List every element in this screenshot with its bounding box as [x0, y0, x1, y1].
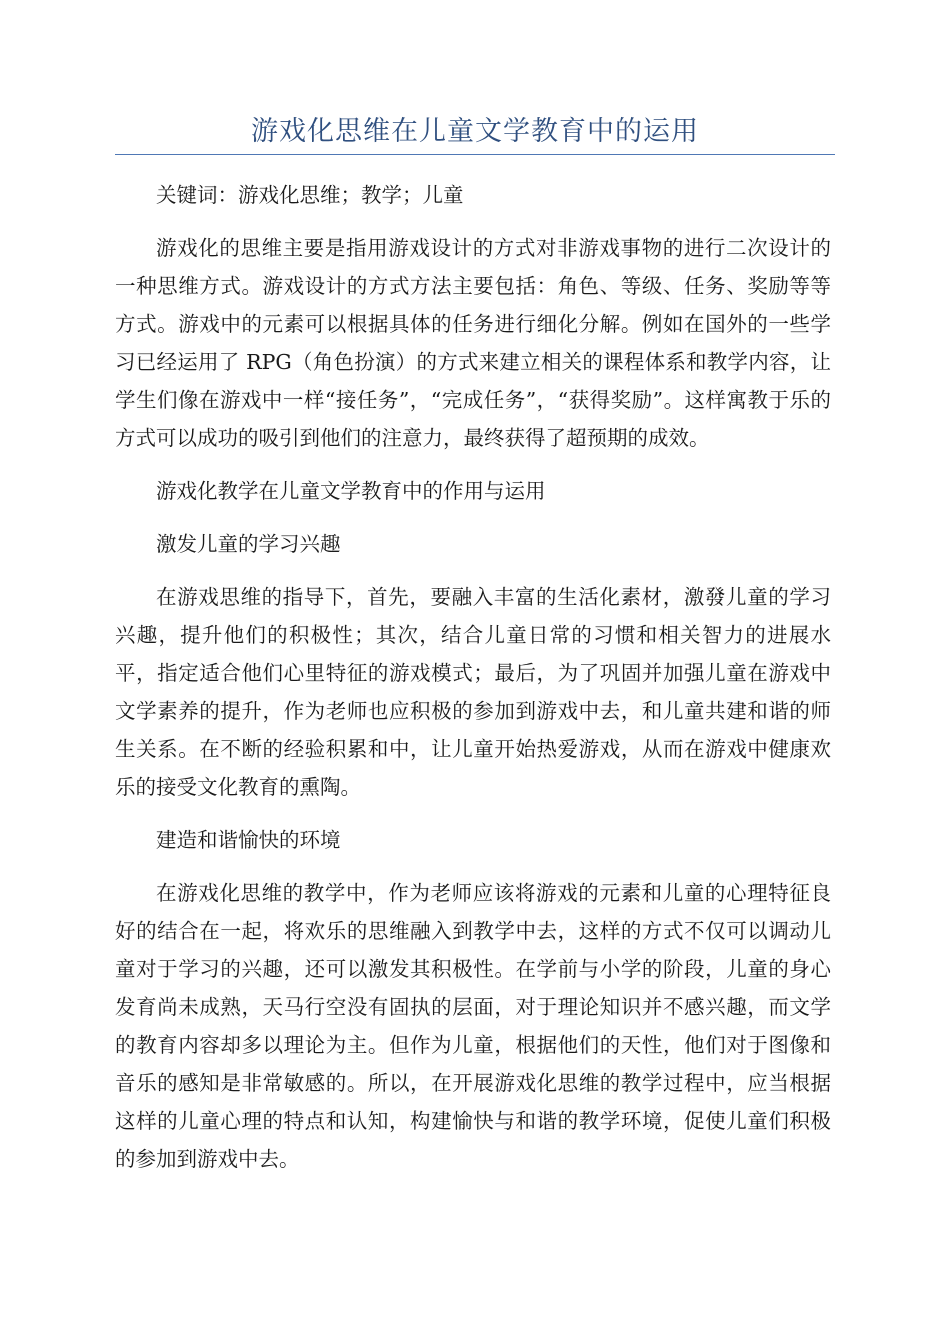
keywords-line: 关键词：游戏化思维；教学；儿童 [156, 183, 464, 207]
title-underline [115, 154, 835, 155]
subheading-interest: 激发儿童的学习兴趣 [156, 532, 341, 556]
paragraph-intro: 游戏化的思维主要是指用游戏设计的方式对非游戏事物的进行二次设计的一种思维方式。游戏设计的方式方法主要包括：角色、等级、任务、奖励等等方式。游戏中的元素可以根据具体的任务进行细化分解。例如在国外的一些学习已经运用了 RPG（角色扮演）的方式来建立相关的课程体系和教学内容，让学生们像在游戏中一样“接任务”，“完成任务”，“获得奖励”。这样寓教于乐的方式可以成功的吸引到他们的注意力，最终获得了超预期的成效。 [115, 236, 831, 450]
paragraph-environment: 在游戏化思维的教学中，作为老师应该将游戏的元素和儿童的心理特征良好的结合在一起，将欢乐的思维融入到教学中去，这样的方式不仅可以调动儿童对于学习的兴趣，还可以激发其积极性。在学前与小学的阶段，儿童的身心发育尚未成熟，天马行空没有固执的层面，对于理论知识并不感兴趣，而文学的教育内容却多以理论为主。但作为儿童，根据他们的天性，他们对于图像和音乐的感知是非常敏感的。所以，在开展游戏化思维的教学过程中，应当根据这样的儿童心理的特点和认知，构建愉快与和谐的教学环境，促使儿童们积极的参加到游戏中去。 [115, 881, 831, 1171]
subheading-environment: 建造和谐愉快的环境 [156, 828, 341, 852]
document-title: 游戏化思维在儿童文学教育中的运用 [251, 116, 699, 147]
paragraph-interest: 在游戏思维的指导下，首先，要融入丰富的生活化素材，激發儿童的学习兴趣，提升他们的积极性；其次，结合儿童日常的习惯和相关智力的进展水平，指定适合他们心里特征的游戏模式；最后，为了巩固并加强儿童在游戏中文学素养的提升，作为老师也应积极的参加到游戏中去，和儿童共建和谐的师生关系。在不断的经验积累和中，让儿童开始热爱游戏，从而在游戏中健康欢乐的接受文化教育的熏陶。 [115, 585, 831, 799]
section-heading: 游戏化教学在儿童文学教育中的作用与运用 [156, 479, 546, 503]
document-body [115, 176, 831, 1193]
